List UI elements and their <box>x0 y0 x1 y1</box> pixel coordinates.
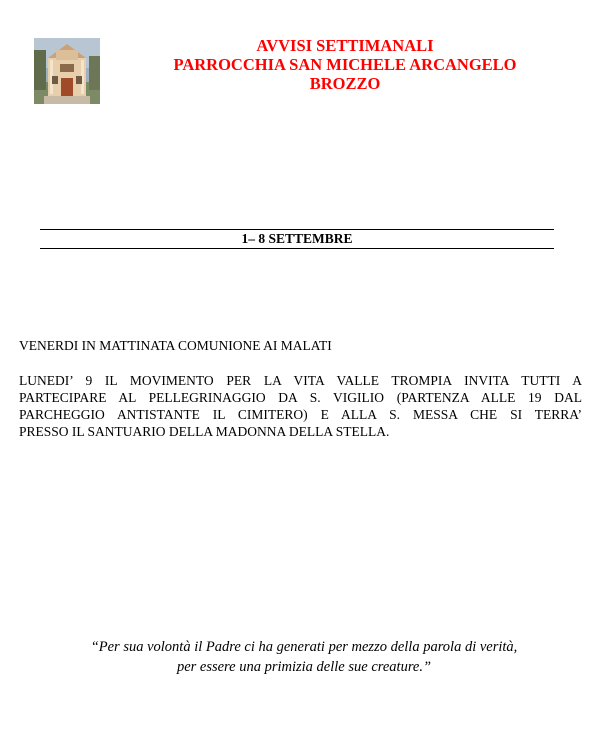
notice-pilgrimage <box>19 372 582 440</box>
date-range: 1– 8 SETTEMBRE <box>241 231 353 246</box>
header-location: BROZZO <box>309 74 381 93</box>
header-parish-name: PARROCCHIA SAN MICHELE ARCANGELO <box>173 55 517 74</box>
church-photo <box>34 38 100 104</box>
notice-communion: VENERDI IN MATTINATA COMUNIONE AI MALATI <box>19 338 332 353</box>
notice-line: PARTECIPARE AL PELLEGRINAGGIO DA S. VIGILIO (PARTENZA ALLE 19 DAL <box>19 390 582 405</box>
header-title: AVVISI SETTIMANALI <box>256 36 434 55</box>
scripture-quote <box>30 637 578 677</box>
notice-line: PARCHEGGIO ANTISTANTE IL CIMITERO) E ALLA S. MESSA CHE SI TERRA’ <box>19 407 582 422</box>
bulletin-header <box>120 36 570 93</box>
notice-line: LUNEDI’ 9 IL MOVIMENTO PER LA VITA VALLE TROMPIA INVITA TUTTI A <box>19 373 582 388</box>
quote-line: “Per sua volontà il Padre ci ha generati per mezzo della parola di verità, <box>90 639 518 655</box>
church-facade-image <box>34 38 100 104</box>
divider-top <box>40 229 554 230</box>
divider-bottom <box>40 248 554 249</box>
quote-line: per essere una primizia delle sue creature.” <box>176 659 432 675</box>
notice-line: PRESSO IL SANTUARIO DELLA MADONNA DELLA STELLA. <box>19 424 390 439</box>
